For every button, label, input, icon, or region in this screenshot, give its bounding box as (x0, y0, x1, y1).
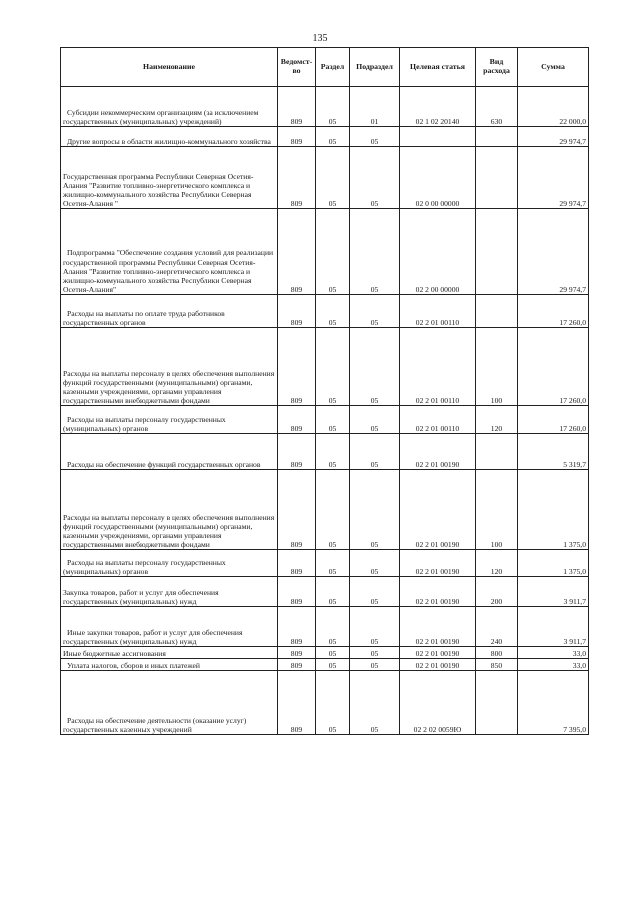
cell-section: 05 (316, 607, 350, 647)
cell-department: 809 (278, 470, 316, 550)
cell-name: Другие вопросы в области жилищно-коммунального хозяйства (61, 127, 278, 147)
cell-subsection: 05 (350, 295, 400, 328)
cell-name: Расходы на выплаты персоналу в целях обеспечения выполнения функций государственными (муниципальными) органами, казенными учреждениями, органами управления государственными внебюджетными фондами (61, 328, 278, 406)
cell-sum: 3 911,7 (518, 607, 589, 647)
cell-sum: 29 974,7 (518, 127, 589, 147)
cell-department: 809 (278, 209, 316, 295)
cell-section: 05 (316, 659, 350, 671)
cell-expense-type (476, 209, 518, 295)
cell-sum: 29 974,7 (518, 209, 589, 295)
cell-subsection: 05 (350, 328, 400, 406)
cell-expense-type: 800 (476, 647, 518, 659)
cell-sum: 3 911,7 (518, 577, 589, 607)
cell-target-item: 02 2 01 00190 (400, 577, 476, 607)
page-number: 135 (312, 33, 328, 44)
table-row (61, 577, 589, 607)
cell-name: Уплата налогов, сборов и иных платежей (61, 659, 278, 671)
cell-name: Расходы на обеспечение функций государственных органов (61, 434, 278, 470)
cell-subsection: 05 (350, 659, 400, 671)
cell-name: Иные закупки товаров, работ и услуг для обеспечения государственных (муниципальных) нужд (61, 607, 278, 647)
cell-section: 05 (316, 295, 350, 328)
cell-department: 809 (278, 607, 316, 647)
cell-department: 809 (278, 671, 316, 735)
cell-name: Подпрограмма "Обеспечение создания условий для реализации государственной программы Республики Северная Осетия-Алания "Развитие топливно-энергетического комплекса и жилищно-коммунального хозяйства Республики Северная Осетия-Алания" (61, 209, 278, 295)
cell-section: 05 (316, 328, 350, 406)
cell-subsection: 01 (350, 87, 400, 127)
table-row (61, 127, 589, 147)
cell-expense-type: 200 (476, 577, 518, 607)
cell-department: 809 (278, 328, 316, 406)
cell-expense-type (476, 147, 518, 209)
cell-sum: 22 000,0 (518, 87, 589, 127)
cell-expense-type: 850 (476, 659, 518, 671)
cell-subsection: 05 (350, 147, 400, 209)
cell-section: 05 (316, 406, 350, 434)
cell-target-item: 02 2 01 00190 (400, 607, 476, 647)
cell-subsection: 05 (350, 470, 400, 550)
cell-expense-type (476, 671, 518, 735)
cell-sum: 17 260,0 (518, 328, 589, 406)
cell-sum: 7 395,0 (518, 671, 589, 735)
table-row (61, 659, 589, 671)
cell-expense-type: 240 (476, 607, 518, 647)
cell-target-item: 02 2 01 00190 (400, 470, 476, 550)
cell-expense-type (476, 295, 518, 328)
budget-table (60, 47, 589, 735)
cell-department: 809 (278, 647, 316, 659)
cell-target-item: 02 2 01 00190 (400, 550, 476, 577)
table-row (61, 295, 589, 328)
cell-name: Расходы на выплаты персоналу государственных (муниципальных) органов (61, 406, 278, 434)
cell-name: Расходы на выплаты персоналу государственных (муниципальных) органов (61, 550, 278, 577)
cell-section: 05 (316, 209, 350, 295)
header-name: Наименование (61, 48, 278, 87)
cell-section: 05 (316, 434, 350, 470)
header-section: Раздел (316, 48, 350, 87)
header-department: Ведомст-во (278, 48, 316, 87)
cell-target-item: 02 0 00 00000 (400, 147, 476, 209)
cell-expense-type: 100 (476, 328, 518, 406)
cell-expense-type: 120 (476, 406, 518, 434)
table-row (61, 147, 589, 209)
table-row (61, 607, 589, 647)
cell-name: Субсидии некоммерческим организациям (за исключением государственных (муниципальных) учреждений) (61, 87, 278, 127)
cell-subsection: 05 (350, 434, 400, 470)
cell-expense-type (476, 127, 518, 147)
cell-target-item (400, 127, 476, 147)
table-row (61, 550, 589, 577)
cell-target-item: 02 2 01 00190 (400, 659, 476, 671)
cell-department: 809 (278, 659, 316, 671)
cell-section: 05 (316, 671, 350, 735)
cell-target-item: 02 2 01 00110 (400, 328, 476, 406)
cell-name: Расходы на выплаты по оплате труда работников государственных органов (61, 295, 278, 328)
cell-department: 809 (278, 147, 316, 209)
cell-target-item: 02 2 00 00000 (400, 209, 476, 295)
cell-section: 05 (316, 647, 350, 659)
cell-department: 809 (278, 550, 316, 577)
cell-department: 809 (278, 295, 316, 328)
cell-subsection: 05 (350, 607, 400, 647)
table-row (61, 647, 589, 659)
header-target-item: Целевая статья (400, 48, 476, 87)
cell-expense-type (476, 434, 518, 470)
header-expense-type: Вид расхода (476, 48, 518, 87)
cell-section: 05 (316, 470, 350, 550)
table-row (61, 328, 589, 406)
cell-target-item: 02 2 01 00110 (400, 295, 476, 328)
cell-expense-type: 100 (476, 470, 518, 550)
cell-target-item: 02 2 02 0059Ю (400, 671, 476, 735)
header-subsection: Подраздел (350, 48, 400, 87)
cell-name: Расходы на обеспечение деятельности (оказание услуг) государственных казенных учреждений (61, 671, 278, 735)
cell-name: Закупка товаров, работ и услуг для обеспечения государственных (муниципальных) нужд (61, 577, 278, 607)
table-row (61, 406, 589, 434)
table-body (61, 87, 589, 735)
cell-name: Расходы на выплаты персоналу в целях обеспечения выполнения функций государственными (муниципальными) органами, казенными учреждениями, органами управления государственными внебюджетными фондами (61, 470, 278, 550)
cell-sum: 17 260,0 (518, 295, 589, 328)
table-row (61, 671, 589, 735)
cell-department: 809 (278, 406, 316, 434)
cell-sum: 1 375,0 (518, 470, 589, 550)
cell-section: 05 (316, 577, 350, 607)
cell-sum: 5 319,7 (518, 434, 589, 470)
table-header-row (61, 48, 589, 87)
cell-department: 809 (278, 577, 316, 607)
cell-target-item: 02 1 02 20140 (400, 87, 476, 127)
cell-name: Государственная программа Республики Северная Осетия-Алания "Развитие топливно-энергетического комплекса и жилищно-коммунального хозяйства Республики Северная Осетия-Алания " (61, 147, 278, 209)
cell-department: 809 (278, 127, 316, 147)
cell-subsection: 05 (350, 550, 400, 577)
cell-subsection: 05 (350, 647, 400, 659)
cell-subsection: 05 (350, 127, 400, 147)
cell-section: 05 (316, 147, 350, 209)
cell-expense-type: 120 (476, 550, 518, 577)
table-row (61, 470, 589, 550)
cell-section: 05 (316, 87, 350, 127)
cell-subsection: 05 (350, 209, 400, 295)
cell-department: 809 (278, 87, 316, 127)
cell-section: 05 (316, 127, 350, 147)
cell-sum: 17 260,0 (518, 406, 589, 434)
header-sum: Сумма (518, 48, 589, 87)
cell-expense-type: 630 (476, 87, 518, 127)
cell-target-item: 02 2 01 00190 (400, 434, 476, 470)
cell-sum: 33,0 (518, 659, 589, 671)
cell-sum: 33,0 (518, 647, 589, 659)
cell-subsection: 05 (350, 577, 400, 607)
cell-subsection: 05 (350, 406, 400, 434)
table-row (61, 209, 589, 295)
cell-subsection: 05 (350, 671, 400, 735)
cell-sum: 29 974,7 (518, 147, 589, 209)
cell-target-item: 02 2 01 00110 (400, 406, 476, 434)
table-row (61, 434, 589, 470)
cell-section: 05 (316, 550, 350, 577)
table-row (61, 87, 589, 127)
cell-target-item: 02 2 01 00190 (400, 647, 476, 659)
cell-name: Иные бюджетные ассигнования (61, 647, 278, 659)
cell-sum: 1 375,0 (518, 550, 589, 577)
cell-department: 809 (278, 434, 316, 470)
